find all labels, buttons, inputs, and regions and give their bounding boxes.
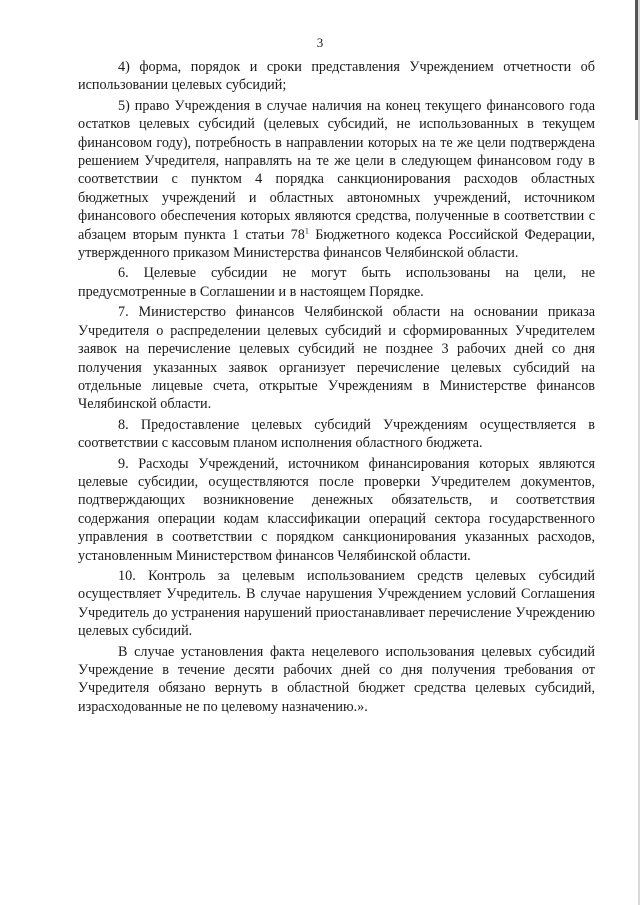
paragraph-item-5-text: 5) право Учреждения в случае наличия на конец текущего финансового года остатков целевых субсидий (целевых субсидий, не использованных в текущем финансовом году), потребность в направлении которых на те же цели подтверждена решением Учредителя, направлять на те же цели в следующем финансовом году в соответствии с пунктом 4 порядка санкционирования расходов областных бюджетных учреждений и областных автономных учреждений, источником финансового обеспечения которых являются средства, полученные в соответствии с абзацем вторым пункта 1 статьи 78 bbox=[78, 97, 595, 243]
paragraph-7: 7. Министерство финансов Челябинской области на основании приказа Учредителя о распределении целевых субсидий и сформированных Учредителем заявок на перечисление целевых субсидий не позднее 3 рабочих дней со дня получения указанных заявок организует перечисление целевых субсидий на отдельные лицевые счета, открытые Учреждениям в Министерстве финансов Челябинской области. bbox=[78, 304, 595, 413]
paragraph-10-continuation: В случае установления факта нецелевого использования целевых субсидий Учреждение в течение десяти рабочих дней со дня получения требования от Учредителя обязано вернуть в областной бюджет средства целевых субсидий, израсходованные не по целевому назначению.». bbox=[78, 643, 595, 715]
paragraph-9: 9. Расходы Учреждений, источником финансирования которых являются целевые субсидии, осуществляются после проверки Учредителем документов, подтверждающих возникновение денежных обязательств, и соответствия содержания операции кодам классификации операций сектора государственного управления в соответствии с порядком санкционирования указанных расходов, установленным Министерством финансов Челябинской области. bbox=[78, 455, 595, 564]
paragraph-10: 10. Контроль за целевым использованием средств целевых субсидий осуществляет Учредитель. В случае нарушения Учреждением условий Соглашения Учредитель до устранения нарушений приостанавливает перечисление Учреждению целевых субсидий. bbox=[78, 567, 595, 640]
document-body bbox=[78, 58, 595, 716]
paragraph-item-5 bbox=[78, 97, 595, 263]
footnote-superscript: 1 bbox=[304, 225, 309, 235]
paragraph-item-4: 4) форма, порядок и сроки представления Учреждением отчетности об использовании целевых субсидий; bbox=[78, 59, 595, 94]
scan-mark bbox=[635, 0, 638, 120]
paragraph-item-5-tail: Бюджетного кодекса Российской Федерации, утвержденного приказом Министерства финансов Челябинской области. bbox=[78, 226, 596, 262]
paragraph-6: 6. Целевые субсидии не могут быть использованы на цели, не предусмотренные в Соглашении и в настоящем Порядке. bbox=[78, 265, 595, 300]
page-number: 3 bbox=[316, 35, 324, 50]
paragraph-8: 8. Предоставление целевых субсидий Учреждениям осуществляется в соответствии с кассовым планом исполнения областного бюджета. bbox=[78, 416, 595, 452]
